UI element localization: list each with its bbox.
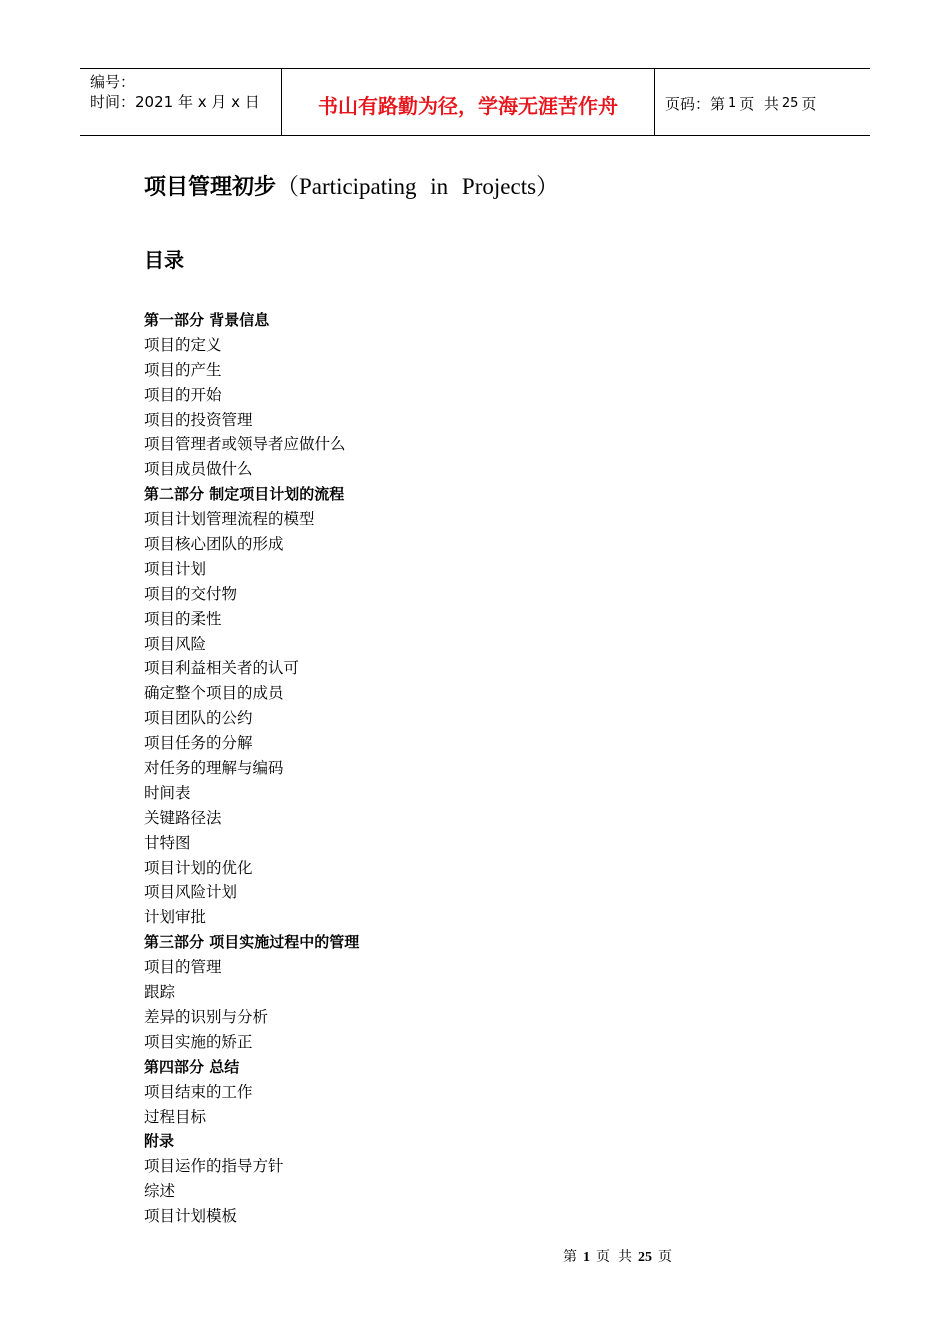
toc-entry[interactable]: 项目利益相关者的认可 (144, 659, 300, 678)
toc-entry[interactable]: 对任务的理解与编码 (144, 759, 284, 778)
toc-entry[interactable]: 项目实施的矫正 (144, 1032, 253, 1051)
toc-entry[interactable]: 时间表 (144, 783, 191, 802)
toc-entry[interactable]: 关键路径法 (144, 808, 222, 827)
toc-entry[interactable]: 项目结束的工作 (144, 1082, 253, 1101)
toc-section-heading[interactable]: 附录 (144, 1132, 175, 1151)
footer-mid2: 共 (618, 1249, 632, 1265)
table-of-contents (144, 308, 359, 1229)
toc-entry[interactable]: 项目的投资管理 (144, 410, 253, 429)
document-title (144, 168, 559, 201)
toc-entry[interactable]: 项目计划管理流程的模型 (144, 510, 315, 529)
document-number-label: 编号： (90, 73, 136, 91)
toc-entry[interactable]: 综述 (144, 1182, 176, 1201)
toc-entry[interactable]: 项目计划 (144, 559, 207, 578)
header-page-suffix: 页 (801, 94, 817, 113)
toc-entry[interactable]: 项目计划的优化 (144, 858, 253, 877)
header-page-current: 1 (728, 95, 737, 111)
toc-entry[interactable]: 确定整个项目的成员 (144, 684, 284, 703)
toc-section-heading[interactable]: 第二部分 制定项目计划的流程 (144, 485, 345, 504)
toc-entry[interactable]: 项目风险计划 (144, 883, 238, 902)
toc-entry[interactable]: 跟踪 (144, 983, 176, 1002)
toc-heading: 目录 (144, 248, 184, 272)
footer-total-pages: 25 (638, 1250, 652, 1265)
toc-entry[interactable]: 项目成员做什么 (144, 460, 253, 479)
toc-entry[interactable]: 甘特图 (144, 833, 191, 852)
toc-entry[interactable]: 项目运作的指导方针 (144, 1157, 284, 1176)
toc-section-heading[interactable]: 第三部分 项目实施过程中的管理 (144, 933, 360, 952)
toc-entry[interactable]: 项目的交付物 (144, 584, 238, 603)
toc-entry[interactable]: 项目的开始 (144, 385, 222, 404)
toc-entry[interactable]: 过程目标 (144, 1107, 207, 1126)
toc-entry[interactable]: 项目的定义 (144, 335, 222, 354)
footer-suffix: 页 (658, 1249, 672, 1265)
toc-entry[interactable]: 项目计划模板 (144, 1207, 238, 1226)
toc-entry[interactable]: 项目风险 (144, 634, 207, 653)
document-title-en: （Participating in Projects） (276, 174, 560, 199)
footer-mid1: 页 (596, 1249, 610, 1265)
toc-section-heading[interactable]: 第一部分 背景信息 (144, 311, 270, 329)
header-page-mid: 页 共 (739, 94, 779, 113)
toc-entry[interactable]: 项目任务的分解 (144, 734, 253, 753)
toc-section-heading[interactable]: 第四部分 总结 (144, 1057, 240, 1076)
toc-entry[interactable]: 差异的识别与分析 (144, 1007, 269, 1026)
header-meta (80, 69, 282, 135)
toc-entry[interactable]: 项目团队的公约 (144, 709, 253, 728)
toc-entry[interactable]: 项目的产生 (144, 360, 222, 379)
page-footer (563, 1246, 672, 1266)
header-page-total: 25 (781, 95, 799, 111)
page-header (80, 68, 870, 136)
footer-prefix: 第 (563, 1249, 577, 1265)
toc-entry[interactable]: 计划审批 (144, 908, 207, 927)
toc-entry[interactable]: 项目核心团队的形成 (144, 535, 284, 554)
footer-current-page: 1 (583, 1250, 590, 1265)
header-page-info (655, 69, 870, 135)
toc-entry[interactable]: 项目的管理 (144, 958, 222, 977)
document-title-cn: 项目管理初步 (144, 175, 277, 200)
toc-entry[interactable]: 项目管理者或领导者应做什么 (144, 435, 346, 454)
document-date: 时间：2021 年 x 月 x 日 (90, 93, 260, 111)
toc-entry[interactable]: 项目的柔性 (144, 609, 222, 628)
header-motto: 书山有路勤为径，学海无涯苦作舟 (282, 69, 655, 135)
header-page-prefix: 页码：第 (665, 94, 726, 113)
